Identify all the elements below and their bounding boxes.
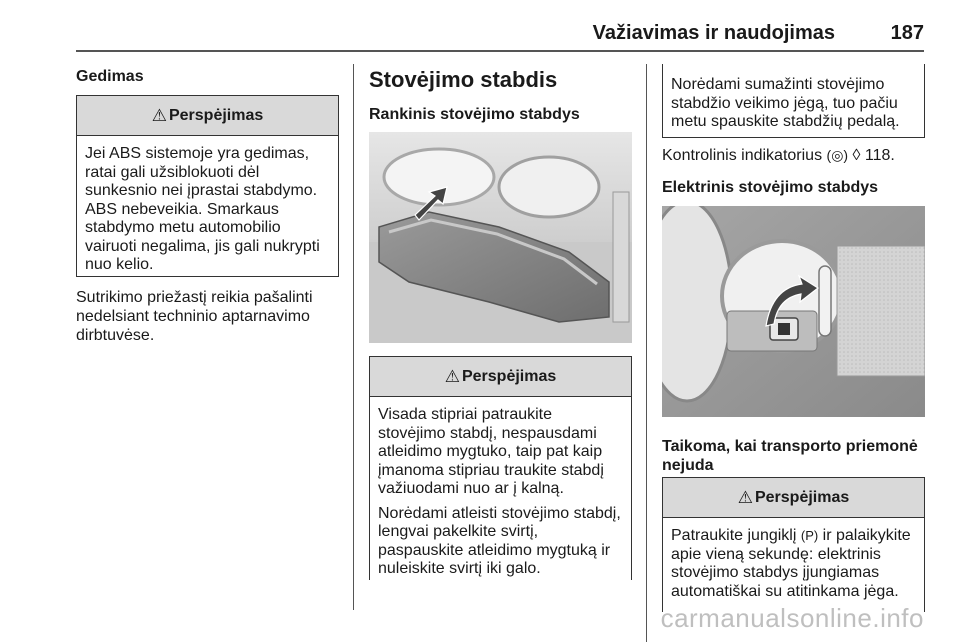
warning-header [370, 357, 631, 397]
warning-box-electric-brake [662, 477, 925, 612]
note-box-brake-force [662, 64, 925, 138]
warning-text [663, 518, 924, 609]
warning-title: Perspėjimas [754, 488, 850, 506]
warning-header [663, 478, 924, 518]
warning-paragraph: Jei ABS sistemoje yra gedimas, ratai gali užsiblokuoti dėl sunkesnio nei įprastai stabdymo. ABS nebeveikia. Smarkaus stabdymo metu automobilio vairuoti negalima, jis gali nukrypti nuo kelio. [85, 145, 320, 273]
photo-electric-parking-brake [662, 206, 925, 417]
warning-box-abs [76, 95, 339, 277]
warning-triangle-icon: ⚠ [737, 487, 753, 507]
column-divider-right [646, 64, 647, 642]
photo-manual-parking-brake [369, 132, 632, 343]
section-heading-parking-brake: Stovėjimo stabdis [369, 67, 558, 92]
warning-text [77, 136, 338, 283]
warning-header [77, 96, 338, 136]
subheading-vehicle-stationary: Taikoma, kai transporto priemonė nejuda [662, 438, 918, 474]
warning-title: Perspėjimas [461, 367, 557, 385]
warning-title: Perspėjimas [168, 106, 264, 124]
indicator-label: Kontrolinis indikatorius [662, 147, 823, 164]
warning-text [370, 397, 631, 587]
warning-paragraph-2: Norėdami atleisti stovėjimo stabdį, lengvai pakelkite svirtį, paspauskite atleidimo mygtuką ir nuleiskite svirtį iki galo. [378, 504, 621, 577]
warning-triangle-icon: ⚠ [444, 366, 460, 386]
section-heading-gedimas: Gedimas [76, 68, 144, 85]
indicator-reference [662, 146, 925, 165]
parking-switch-icon: (P) [800, 528, 819, 543]
subheading-electric-parking-brake: Elektrinis stovėjimo stabdys [662, 179, 879, 196]
header-rule [76, 50, 924, 52]
page-number: 187 [890, 22, 924, 44]
header-title: Važiavimas ir naudojimas [592, 22, 835, 44]
paragraph-repair: Sutrikimo priežastį reikia pašalinti nedelsiant techninio aptarnavimo dirbtuvėse. [76, 289, 313, 344]
warning-text-b: ir palaikykite apie vieną sekundę: elektrinis stovėjimo stabdys įjungiamas automatiškai su atitinkama jėga. [671, 527, 911, 600]
warning-box-manual-brake [369, 356, 632, 580]
warning-triangle-icon: ⚠ [151, 105, 167, 125]
warning-paragraph-1: Visada stipriai patraukite stovėjimo stabdį, nespausdami atleidimo mygtuko, taip pat kaip įmanoma stipriau traukite stabdį važiuodami nuo ar į kalną. [378, 406, 604, 497]
watermark: carmanualsonline.info [660, 603, 924, 633]
warning-text-a: Patraukite jungiklį [671, 527, 797, 544]
warning-paragraph [671, 527, 916, 601]
page-reference-icon: ◊ [852, 147, 861, 164]
indicator-symbol-icon: (◎) [826, 147, 849, 163]
column-divider-left [353, 64, 354, 610]
note-text: Norėdami sumažinti stovėjimo stabdžio veikimo jėgą, tuo pačiu metu spauskite stabdžių pedalą. [671, 76, 900, 130]
page-reference-number: 118. [864, 147, 895, 164]
subheading-manual-parking-brake: Rankinis stovėjimo stabdys [369, 106, 580, 123]
